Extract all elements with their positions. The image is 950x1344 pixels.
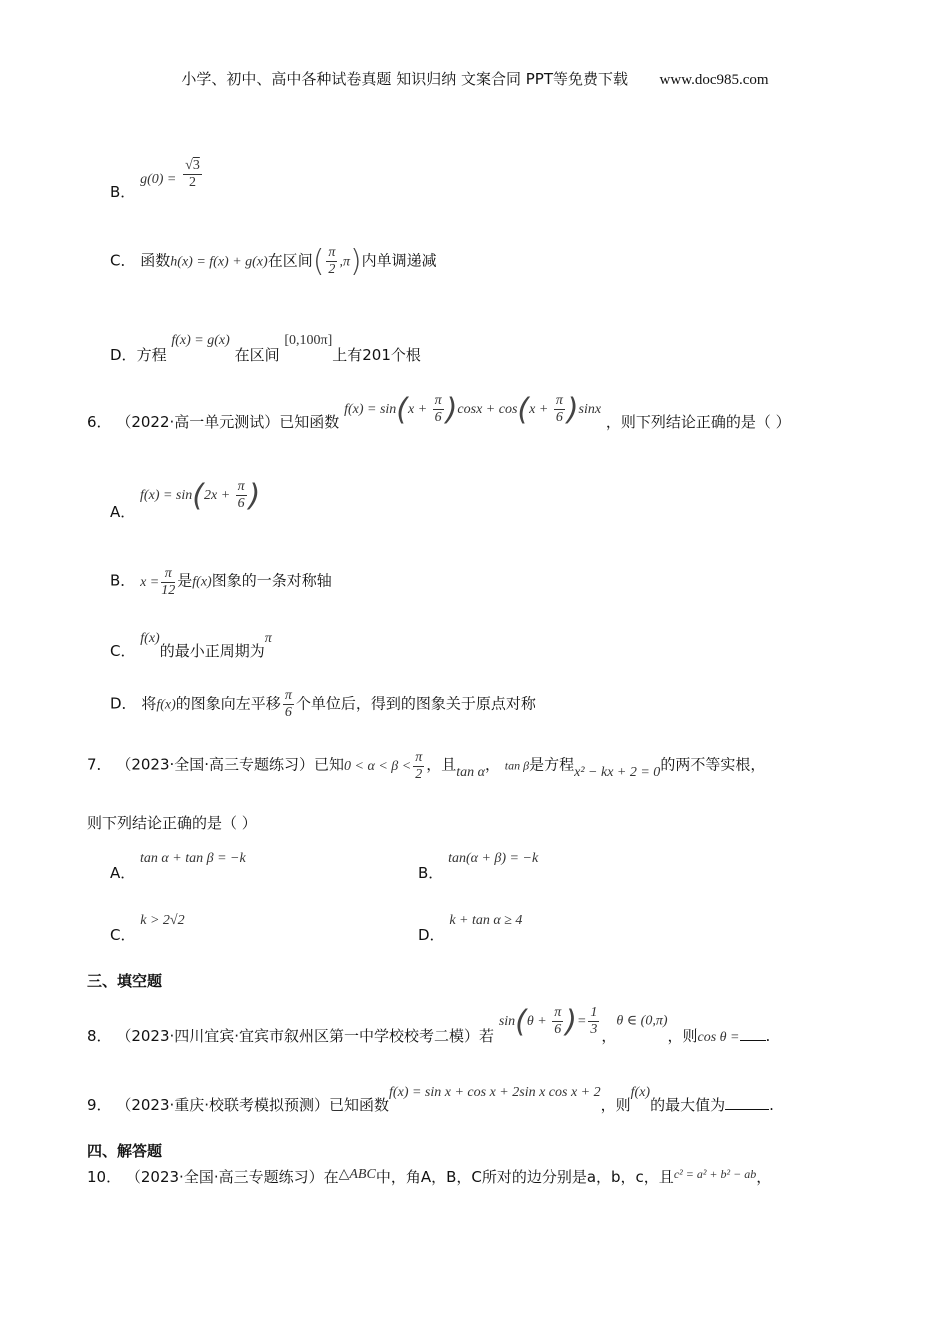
question-number: 9． xyxy=(87,1096,112,1114)
q7-option-c[interactable] xyxy=(110,908,185,944)
q7-option-b[interactable] xyxy=(418,846,539,882)
q5-option-d[interactable] xyxy=(110,328,421,364)
question-10 xyxy=(87,1166,771,1187)
fraction: $\frac{\pi}{2}$ xyxy=(328,245,336,277)
option-label: A． xyxy=(110,502,136,521)
q5-option-c[interactable]: C． 函数h(x) = f(x) + g(x)在区间( $\frac{\pi}{2}$ ,π)内单调递减 xyxy=(110,244,437,279)
question-number: 10． xyxy=(87,1168,122,1186)
option-text: 函数 xyxy=(140,251,171,270)
math-expression: tan α + tan β = −k xyxy=(140,851,246,866)
question-7-line2: 则下列结论正确的是（ ） xyxy=(87,814,257,832)
question-7: 7． （2023·全国·高三专题练习）已知0 < α < β < $\frac{\pi}{2}$ ，且tan α， tan β是方程x² − kx + 2 = 0的两不等实根， xyxy=(87,750,766,782)
question-source: （2023·四川宜宾·宜宾市叙州区第一中学校校考二模）若 xyxy=(116,1026,495,1045)
question-6 xyxy=(87,392,791,431)
function-definition: f(x) = sin(x + $\frac{\pi}{6}$ )cosx + cos(x + $\frac{\pi}{6}$ )sinx xyxy=(344,392,602,427)
option-text: ，则 xyxy=(667,1026,698,1045)
question-tail: ，则下列结论正确的是（ ） xyxy=(605,412,791,431)
math-expression: x = $\frac{\pi}{12}$ xyxy=(140,566,176,598)
option-text: 内单调递减 xyxy=(361,251,437,270)
question-source: （2022·高一单元测试）已知函数 xyxy=(116,412,340,431)
interval: [0,100π] xyxy=(284,333,333,348)
period: . xyxy=(765,1026,771,1045)
q6-option-d[interactable]: D． 将f(x)的图象向左平移 $\frac{\pi}{6}$ 个单位后，得到的图象关于原点对称 xyxy=(110,688,536,720)
option-label: D． xyxy=(110,694,137,713)
option-label: B． xyxy=(110,182,136,201)
question-source: （2023·重庆·校联考模拟预测）已知函数 xyxy=(116,1096,390,1114)
q7-option-a[interactable] xyxy=(110,846,246,882)
option-text: 上有201个根 xyxy=(332,346,421,364)
q6-option-a[interactable] xyxy=(110,478,261,521)
question-source: （2023·全国·高三专题练习）在 xyxy=(125,1168,339,1186)
answer-blank[interactable] xyxy=(725,1095,769,1110)
option-text: 方程 xyxy=(136,346,167,364)
header-text: 小学、初中、高中各种试卷真题 知识归纳 文案合同 PPT等免费下载 xyxy=(181,70,628,88)
math-expression: tan(α + β) = −k xyxy=(448,851,539,866)
header-url[interactable]: www.doc985.com xyxy=(659,72,769,88)
option-text: 个单位后，得到的图象关于原点对称 xyxy=(295,694,536,713)
equation: x² − kx + 2 = 0 xyxy=(574,764,661,780)
function-definition: f(x) = sin x + cos x + 2sin x cos x + 2 xyxy=(389,1085,601,1100)
separator: ， xyxy=(485,755,501,774)
condition: sin(θ + $\frac{\pi}{6}$ )= $\frac{1}{3}$ xyxy=(498,1004,598,1039)
option-text: 将 xyxy=(141,694,157,713)
question-text: 中，角A，B，C所对的边分别是a，b，c，且 xyxy=(375,1168,674,1186)
question-8 xyxy=(87,1004,771,1045)
math-expression: k > 2√2 xyxy=(140,913,185,928)
math-expression: f(x) = sin(2x + $\frac{\pi}{6}$ ) xyxy=(140,478,261,513)
section-heading-fill-in: 三、填空题 xyxy=(87,972,163,990)
equation: c² = a² + b² − ab xyxy=(673,1167,757,1181)
option-label: C． xyxy=(110,926,136,944)
option-label: B． xyxy=(418,864,444,882)
math-expression: k + tan α ≥ 4 xyxy=(449,913,523,928)
option-text: 图象的一条对称轴 xyxy=(211,571,332,590)
answer-blank[interactable] xyxy=(740,1026,766,1041)
fraction: $\frac{√3}{2}$ xyxy=(185,158,200,190)
question-source: （2023·全国·高三专题练习）已知 xyxy=(116,755,345,774)
option-text: 在区间 xyxy=(234,346,280,364)
q6-option-b[interactable]: B． x = $\frac{\pi}{12}$ 是f(x)图象的一条对称轴 xyxy=(110,566,332,598)
option-label: B． xyxy=(110,571,136,590)
math-expression: h(x) = f(x) + g(x) xyxy=(170,254,268,270)
separator: ， xyxy=(756,1168,772,1186)
option-text: ，则 xyxy=(600,1096,631,1114)
triangle-symbol: △ABC xyxy=(338,1167,376,1182)
separator: ，且 xyxy=(426,755,457,774)
period: . xyxy=(769,1096,774,1114)
question-tail: 的两不等实根， xyxy=(660,755,766,774)
math-expression: g(0) = xyxy=(140,171,177,187)
q7-option-d[interactable] xyxy=(418,908,523,944)
question-number: 8． xyxy=(87,1026,112,1045)
option-text: 的最大值为 xyxy=(650,1096,726,1114)
option-text: 是 xyxy=(177,571,193,590)
condition: 0 < α < β < $\frac{\pi}{2}$ xyxy=(344,750,423,782)
page-header xyxy=(0,68,950,89)
q6-option-c[interactable]: C． f(x)的最小正周期为π xyxy=(110,631,272,660)
option-label: D． xyxy=(110,346,137,364)
option-text: 是方程 xyxy=(529,755,575,774)
question-number: 6． xyxy=(87,412,112,431)
option-label: A． xyxy=(110,864,136,882)
option-text: 的最小正周期为 xyxy=(159,642,265,660)
separator: ， xyxy=(601,1026,617,1045)
math-expression: cos θ = xyxy=(697,1029,740,1045)
option-text: 的图象向左平移 xyxy=(175,694,281,713)
question-number: 7． xyxy=(87,755,112,774)
math-expression: f(x) = g(x) xyxy=(171,333,230,348)
q5-option-b[interactable] xyxy=(110,158,204,201)
option-label: D． xyxy=(418,926,445,944)
question-9: 9． （2023·重庆·校联考模拟预测）已知函数f(x) = sin x + cos x + 2sin x cos x + 2，则f(x)的最大值为 . xyxy=(87,1085,774,1114)
option-text: 在区间 xyxy=(267,251,313,270)
option-label: C． xyxy=(110,251,136,270)
theta-range: θ ∈ (0,π) xyxy=(616,1013,668,1029)
option-label: C． xyxy=(110,642,136,660)
section-heading-answer: 四、解答题 xyxy=(87,1142,163,1160)
